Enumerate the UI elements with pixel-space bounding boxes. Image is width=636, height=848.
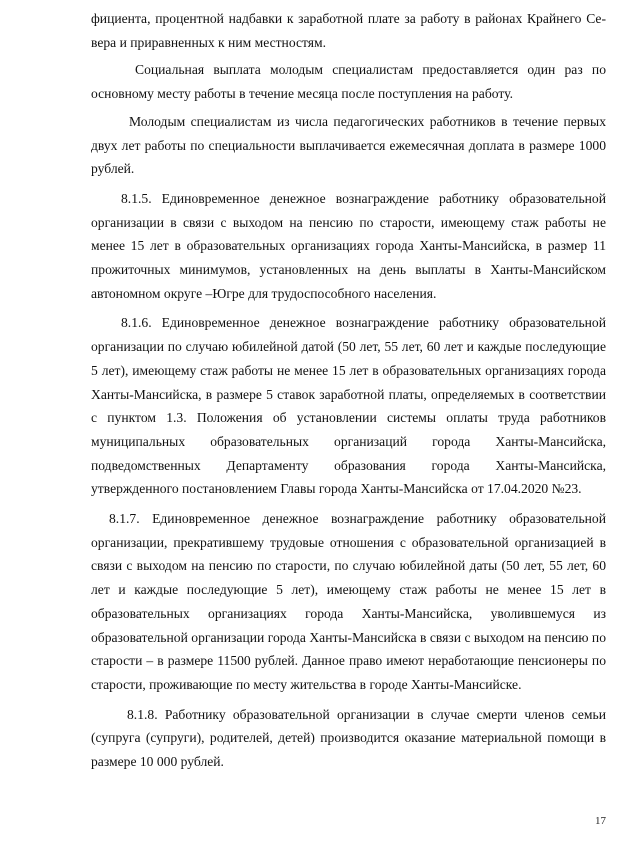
paragraph-young-specialists: Молодым специалистам из числа педагогических работников в течение первых двух лет работы по специальности выплачивается ежемесячная доплата в размере 1000 рублей. [91,113,606,177]
paragraph-8-1-5: 8.1.5. Единовременное денежное вознаграждение работнику образовательной организации в связи с выходом на пенсию по старости, имеющему стаж работы не менее 15 лет в образовательных организациях города Ханты-Мансийска, в размер 11 прожиточных минимумов, установленных на день выплаты в Ханты-Мансийском автономном округе –Югре для трудоспособного населения. [91,190,606,301]
paragraph-continuation: фициента, процентной надбавки к заработной плате за работу в районах Крайнего Севера и приравненных к ним местностям. [91,11,606,50]
page-number: 17 [595,815,606,828]
paragraph-8-1-8: 8.1.8. Работнику образовательной организации в случае смерти членов семьи (супруга (супруги), родителей, детей) производится оказание материальной помощи в размере 10 000 рублей. [91,706,606,770]
paragraph-social-payment: Социальная выплата молодым специалистам предоставляется один раз по основному месту работы в течение месяца после поступления на работу. [91,62,606,102]
paragraph-8-1-7: 8.1.7. Единовременное денежное вознаграждение работнику образовательной организации, прекратившему трудовые отношения с образовательной организацией в связи с выходом на пенсию по старости, по случаю юбилейной даты (50 лет, 55 лет, 60 лет и каждые последующие 5 лет), имеющему стаж работы не менее 15 лет в образовательных организациях города Ханты-Мансийска, уволившемуся из образовательной организации города Ханты-Мансийска в связи с выходом на пенсию по старости – в размере 11500 рублей. Данное право имеют неработающие пенсионеры по старости, проживающие по месту жительства в городе Ханты-Мансийске. [91,511,606,692]
paragraph-8-1-6: 8.1.6. Единовременное денежное вознаграждение работнику образовательной организации по случаю юбилейной датой (50 лет, 55 лет, 60 лет и каждые последующие 5 лет), имеющему стаж работы не менее 15 лет в образовательных организациях города Ханты-Мансийска, в размере 5 ставок заработной платы, определяемых в соответствии с пунктом 1.3. Положения об установлении системы оплаты труда работников муниципальных образовательных организаций города Ханты-Мансийска, подведомственных Департаменту образования города Ханты-Мансийска, утвержденного постановлением Главы города Ханты-Мансийска от 17.04.2020 №23. [91,315,606,497]
page-body [91,7,606,774]
